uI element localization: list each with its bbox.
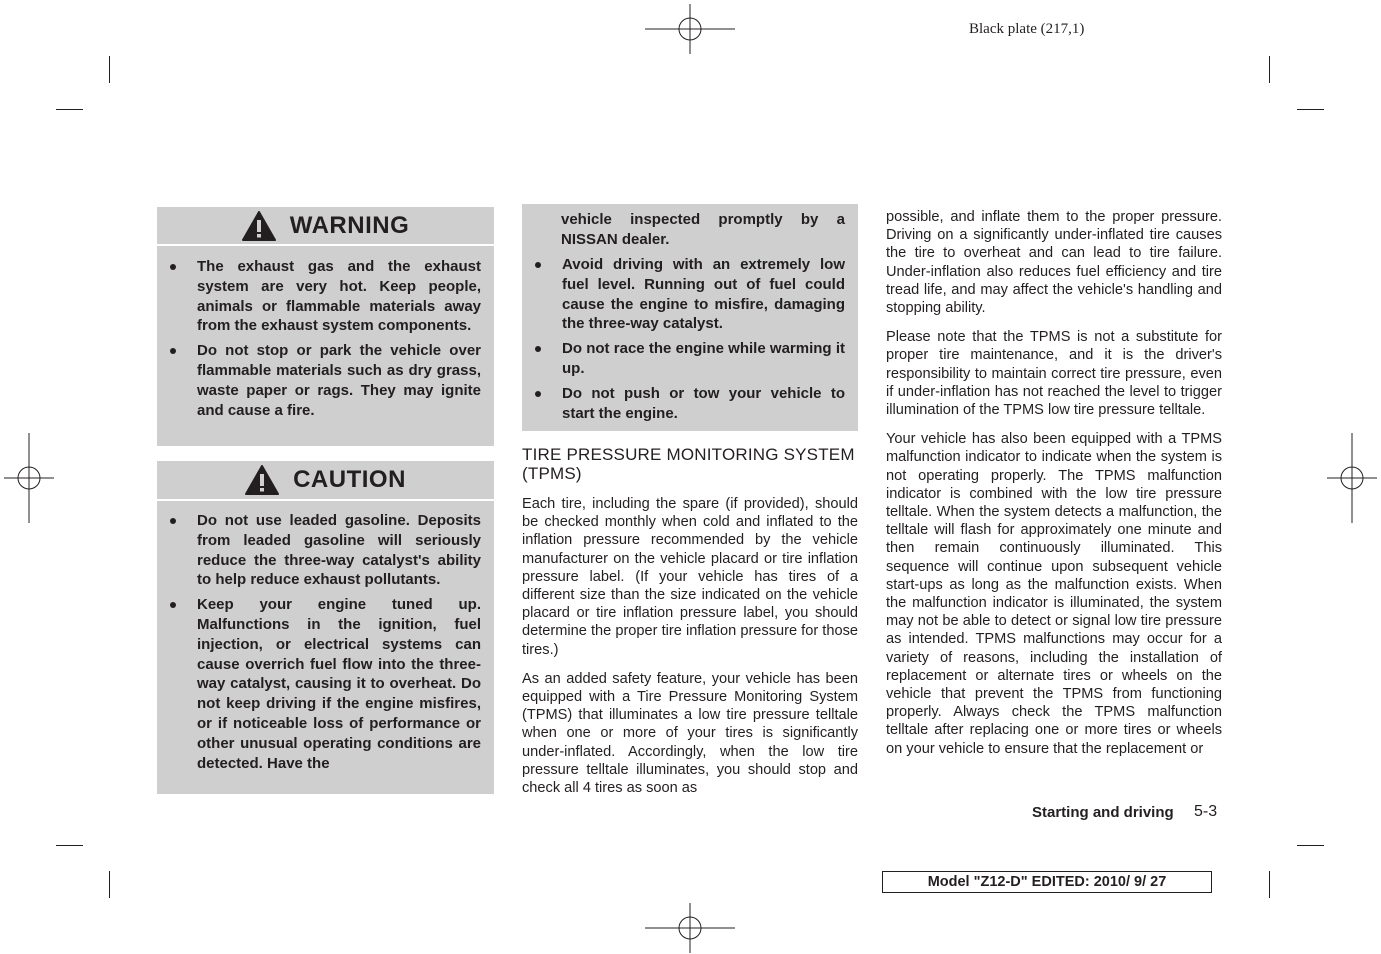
section-title: TIRE PRESSURE MONITORING SYSTEM (TPMS) [522, 445, 855, 483]
bullet-icon [170, 348, 176, 354]
list-item: Do not stop or park the vehicle over flammable materials such as dry grass, waste paper or rags. They may ignite and cause a fire. [157, 341, 481, 420]
list-item: The exhaust gas and the exhaust system are very hot. Keep people, animals or flammable materials away from the exhaust system components. [157, 257, 481, 336]
list-item: Do not race the engine while warming it up. [522, 339, 845, 379]
paragraph: Your vehicle has also been equipped with a TPMS malfunction indicator to indicate when the system is not operating properly. The TPMS malfunction indicator is combined with the low tire pressure telltale. When the system detects a malfunction, the telltale will flash for approximately one minute and then remain continuously illuminated. This sequence will continue upon subsequent vehicle start-ups as long as the malfunction exists. When the malfunction indicator is illuminated, the system may not be able to detect or signal low tire pressure as intended. TPMS malfunctions may occur for a variety of reasons, including the installation of replacement or alternate tires or wheels on the vehicle that prevent the TPMS from functioning properly. Always check the TPMS malfunction telltale after replacing one or more tires or wheels on your vehicle to ensure that the replacement or [886, 431, 1222, 757]
model-edited-stamp: Model "Z12-D" EDITED: 2010/ 9/ 27 [882, 871, 1212, 893]
paragraph: Please note that the TPMS is not a substitute for proper tire maintenance, and it is the driver's responsibility to maintain correct tire pressure, even if under-inflation has not reached the level to trigger illumination of the TPMS low tire pressure telltale. [886, 329, 1222, 419]
registration-mark-right [1327, 433, 1377, 523]
list-item: Keep your engine tuned up. Malfunctions in the ignition, fuel injection, or electrical systems can cause overrich fuel flow into the three-way catalyst, causing it to overheat. Do not keep driving if the engine misfires, or if noticeable loss of performance or other unusual operating conditions are detected. Have the [157, 595, 481, 773]
paragraph: possible, and inflate them to the proper pressure. Driving on a significantly under-inflated tire causes the tire to overheat and can lead to tire failure. Under-inflation also reduces fuel efficiency and tire tread life, and may affect the vehicle's handling and stopping ability. [886, 209, 1222, 317]
tpms-body [522, 495, 858, 808]
warning-header [157, 207, 494, 246]
list-item: Avoid driving with an extremely low fuel level. Running out of fuel could cause the engine to misfire, damaging the three-way catalyst. [522, 255, 845, 334]
registration-mark-left [4, 433, 54, 523]
list-item: Do not use leaded gasoline. Deposits from leaded gasoline will seriously reduce the three-way catalyst's ability to help reduce exhaust pollutants. [157, 511, 481, 590]
section-name: Starting and driving [1032, 804, 1174, 821]
bullet-icon [170, 264, 176, 270]
right-column-body [886, 208, 1222, 769]
caution-continued-lead: vehicle inspected promptly by a NISSAN dealer. [561, 211, 845, 248]
warning-triangle-icon [245, 465, 279, 495]
warning-list [157, 257, 481, 425]
list-item: Do not push or tow your vehicle to start the engine. [522, 384, 845, 424]
bullet-icon [535, 346, 541, 352]
page-number: 5-3 [1194, 803, 1218, 820]
bullet-icon [535, 262, 541, 268]
caution-list [157, 511, 481, 778]
warning-title: WARNING [289, 211, 410, 239]
caution-title: CAUTION [293, 466, 406, 493]
bullet-icon [170, 518, 176, 524]
bullet-icon [535, 391, 541, 397]
caution-continued-list [522, 255, 845, 428]
registration-mark-bottom [645, 903, 735, 953]
warning-triangle-icon [242, 211, 276, 241]
registration-mark-top [645, 4, 735, 54]
paragraph: Each tire, including the spare (if provided), should be checked monthly when cold and inflated to the inflation pressure recommended by the vehicle manufacturer on the vehicle placard or tire inflation pressure label. (If your vehicle has tires of a different size than the size indicated on the vehicle placard or tire inflation pressure label, you should determine the proper tire inflation pressure for those tires.) [522, 496, 858, 658]
caution-header [157, 461, 494, 501]
paragraph: As an added safety feature, your vehicle has been equipped with a Tire Pressure Monitoring System (TPMS) that illuminates a low tire pressure telltale when one or more of your tires is significantly under-inflated. Accordingly, when the low tire pressure telltale illuminates, you should stop and check all 4 tires as soon as [522, 670, 858, 797]
plate-label: Black plate (217,1) [969, 21, 1085, 37]
bullet-icon [170, 602, 176, 608]
